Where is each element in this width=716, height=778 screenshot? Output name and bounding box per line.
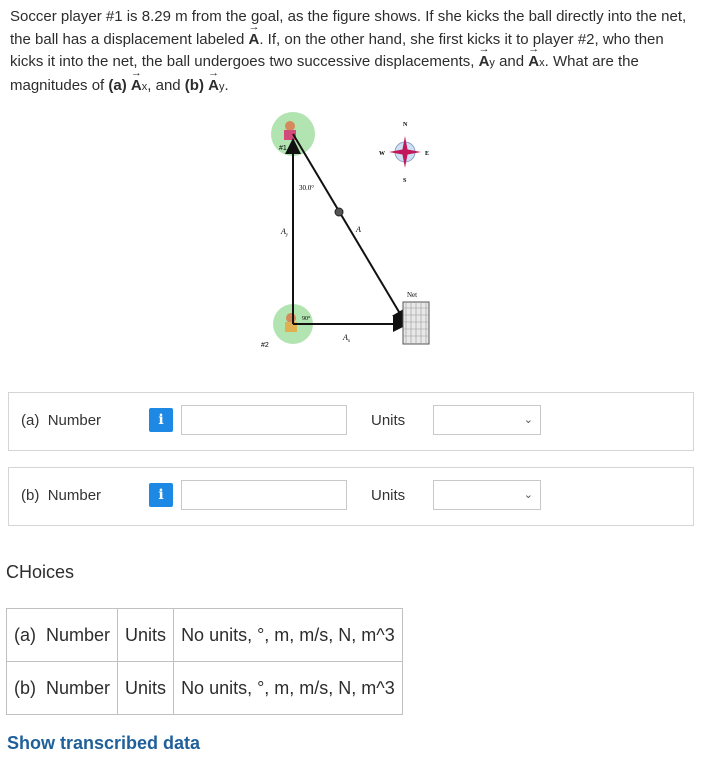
chevron-down-icon: ⌄ [523, 489, 533, 501]
problem-text-4: . What are the magnitudes of [10, 53, 639, 94]
svg-text:W: W [379, 151, 385, 157]
label-ay: $A_y$ [281, 227, 289, 238]
choices-cell-part: (a) Number [7, 609, 118, 662]
problem-text-5: , and [147, 76, 185, 94]
choices-cell-options: No units, °, m, m/s, N, m^3 [174, 609, 403, 662]
choices-cell-options: No units, °, m, m/s, N, m^3 [174, 662, 403, 715]
player1-icon [285, 121, 295, 131]
answer-b-label: (b) Number [21, 487, 102, 504]
vector-ay-sub-2: y [218, 80, 225, 93]
answer-b-units-label: Units [371, 487, 406, 504]
svg-text:N: N [403, 122, 408, 128]
table-row [7, 662, 403, 715]
choices-cell-units: Units [118, 609, 174, 662]
right-angle-label: 90° [302, 316, 311, 322]
problem-text [10, 6, 700, 98]
table-row [7, 609, 403, 662]
answer-a-units-label: Units [371, 412, 406, 429]
vector-ay-symbol: → A [479, 51, 490, 74]
svg-text:E: E [425, 151, 430, 157]
answer-row-a [8, 392, 694, 451]
choices-title: CHoices [6, 562, 75, 582]
vector-ay-sub: y [489, 57, 495, 69]
problem-text-3: and [494, 53, 529, 70]
player1-label: #1 [279, 145, 287, 152]
ball-icon [335, 208, 343, 216]
show-transcribed-link[interactable]: Show transcribed data [7, 733, 201, 753]
part-b-ref: (b) [184, 76, 204, 94]
vector-a-symbol: → A [249, 29, 260, 52]
vector-ax-symbol-2: → A [131, 75, 142, 98]
answer-b-number-input[interactable] [181, 480, 347, 510]
answer-a-number-input[interactable] [181, 405, 347, 435]
answer-row-b [8, 467, 694, 526]
choices-table [6, 608, 403, 715]
vector-ax-sub-2: x [141, 80, 148, 93]
svg-text:S: S [403, 178, 407, 184]
answer-b-units-select[interactable] [433, 480, 541, 510]
chevron-down-icon: ⌄ [523, 414, 533, 426]
player2-icon [286, 313, 296, 323]
label-a: A [356, 225, 361, 234]
problem-text-2: . If, on the other hand, she first kicks it to player #2, who then kicks it into the net, the ball undergoes two successive displacements, [10, 30, 664, 70]
part-a-ref: (a) [108, 76, 127, 94]
label-ax: $A_x$ [343, 333, 351, 344]
soccer-figure [255, 112, 455, 362]
problem-text-6: . [224, 76, 229, 94]
choices-cell-part: (b) Number [7, 662, 118, 715]
vector-a-arrow [293, 134, 405, 322]
choices-cell-units: Units [118, 662, 174, 715]
vector-ay-symbol-2: → A [208, 75, 219, 98]
info-icon[interactable]: i [149, 483, 173, 507]
info-icon[interactable]: i [149, 408, 173, 432]
answer-a-label: (a) Number [21, 412, 102, 429]
answer-a-units-select[interactable] [433, 405, 541, 435]
problem-text-1: Soccer player #1 is 8.29 m from the goal, as the figure shows. If she kicks the ball directly into the net, the ball has a displacement labeled [10, 8, 687, 48]
vector-ax-sub: x [539, 57, 545, 69]
vector-ax-symbol: → A [528, 51, 539, 74]
net-label: Net [407, 291, 418, 299]
compass-icon [379, 122, 429, 184]
angle-label: 30.0° [299, 184, 315, 192]
player2-label: #2 [261, 342, 269, 349]
